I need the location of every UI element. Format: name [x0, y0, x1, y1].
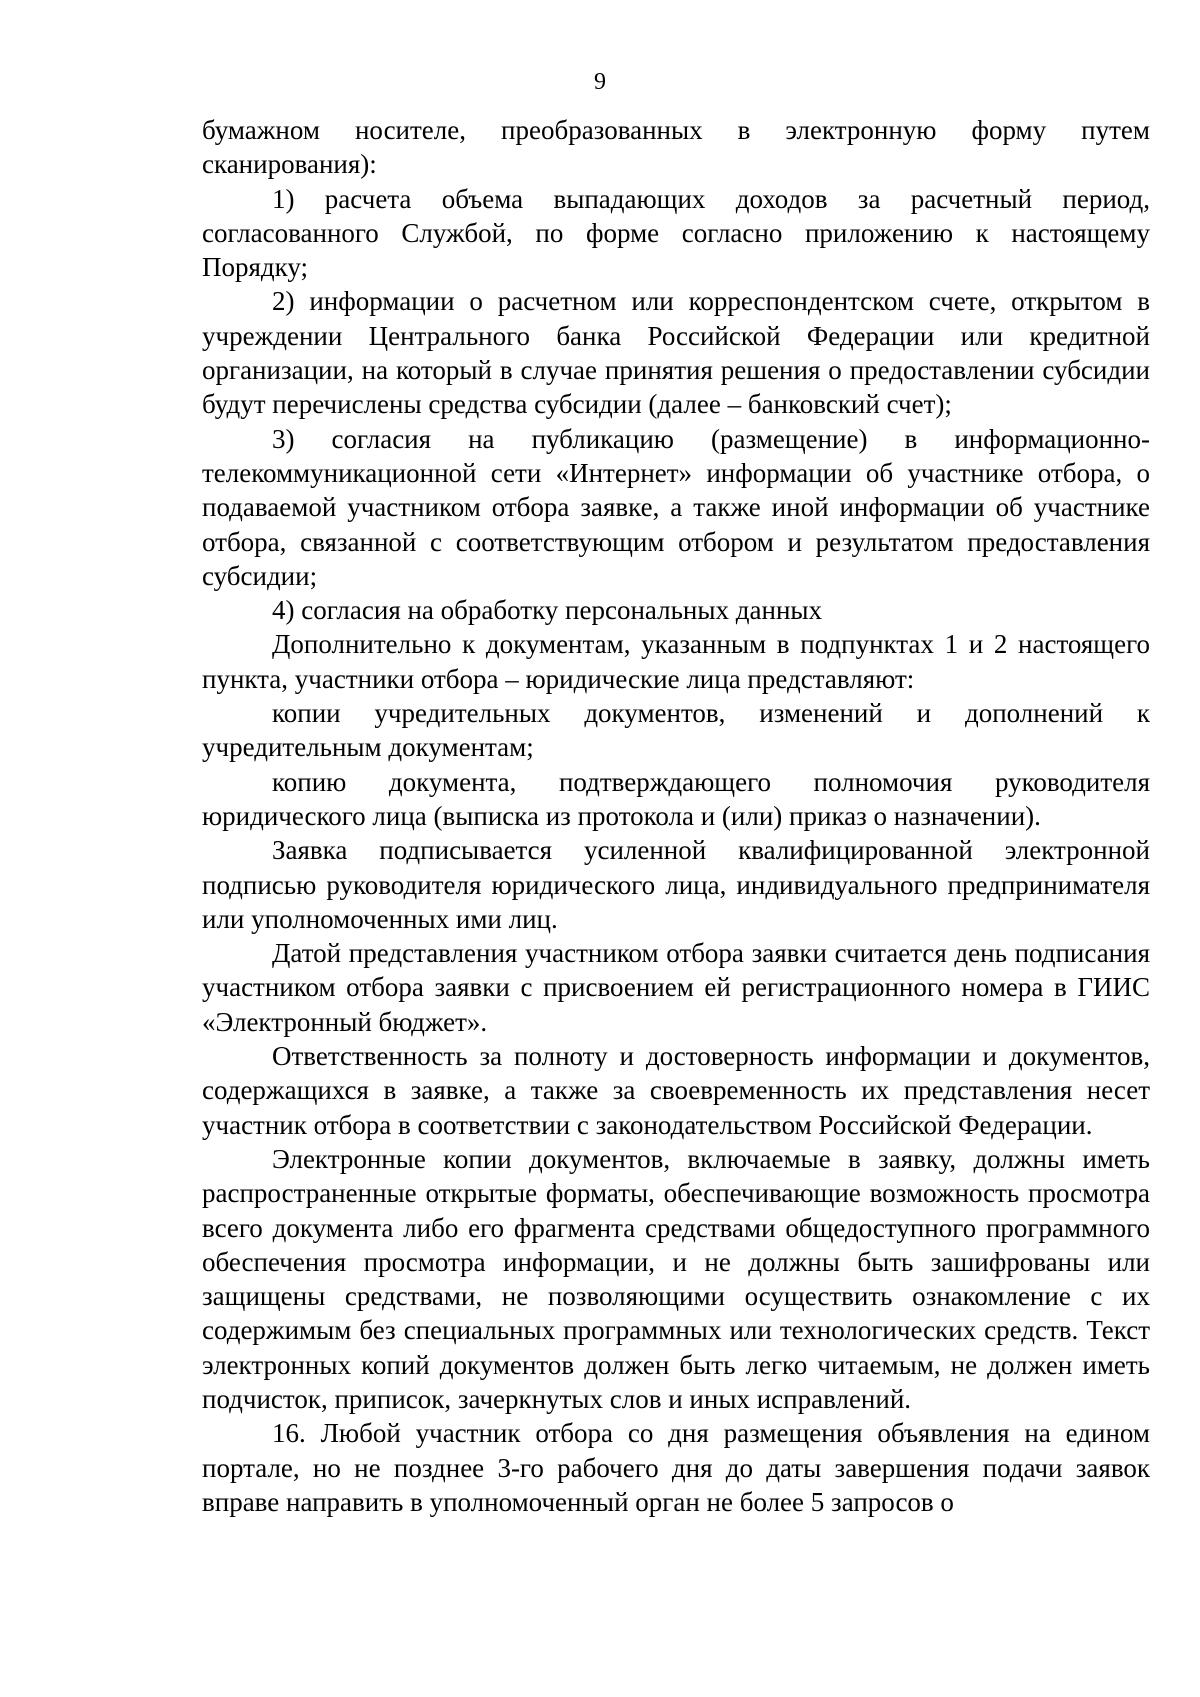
- paragraph-electronic-copies: Электронные копии документов, включаемые в заявку, должны иметь распространенные открытые форматы, обеспечивающие возможность просмотра всего документа либо его фрагмента средствами общедоступного программного обеспечения просмотра информации, и не должны быть зашифрованы или защищены средствами, не позволяющими осуществить ознакомление с их содержимым без специальных программных или технологических средств. Текст электронных копий документов должен быть легко читаемым, не должен иметь подчисток, приписок, зачеркнутых слов и иных исправлений.: [202, 1143, 1150, 1414]
- paragraph-responsibility: Ответственность за полноту и достоверность информации и документов, содержащихся в заявке, а также за своевременность их представления несет участник отбора в соответствии с законодательством Российской Федерации.: [202, 1041, 1150, 1140]
- paragraph-signature: Заявка подписывается усиленной квалифицированной электронной подписью руководителя юридического лица, индивидуального предпринимателя или уполномоченных ими лиц.: [202, 835, 1150, 934]
- paragraph-authority-document: копию документа, подтверждающего полномочия руководителя юридического лица (выписка из протокола и (или) приказ о назначении).: [202, 766, 1150, 831]
- paragraph-submission-date: Датой представления участником отбора заявки считается день подписания участником отбора заявки с присвоением ей регистрационного номера в ГИИС «Электронный бюджет».: [202, 938, 1150, 1037]
- page-number: 9: [594, 69, 606, 95]
- paragraph-continuation: бумажном носителе, преобразованных в электронную форму путем сканирования):: [202, 115, 1150, 180]
- paragraph-item-3: 3) согласия на публикацию (размещение) в информационно-телекоммуникационной сети «Интернет» информации об участнике отбора, о подаваемой участником отбора заявке, а также иной информации об участнике отбора, связанной с соответствующим отбором и результатом предоставления субсидии;: [202, 423, 1150, 591]
- paragraph-additional-documents: Дополнительно к документам, указанным в подпунктах 1 и 2 настоящего пункта, участники отбора – юридические лица представляют:: [202, 629, 1150, 694]
- paragraph-item-4: 4) согласия на обработку персональных данных: [272, 595, 823, 626]
- paragraph-founding-documents: копии учредительных документов, изменений и дополнений к учредительным документам;: [202, 698, 1150, 763]
- paragraph-item-1: 1) расчета объема выпадающих доходов за расчетный период, согласованного Службой, по форме согласно приложению к настоящему Порядку;: [202, 183, 1150, 283]
- document-body: [202, 113, 1150, 1519]
- paragraph-item-2: 2) информации о расчетном или корреспондентском счете, открытом в учреждении Центрального банка Российской Федерации или кредитной организации, на который в случае принятия решения о предоставлении субсидии будут перечислены средства субсидии (далее – банковский счет);: [202, 286, 1150, 420]
- paragraph-item-16: 16. Любой участник отбора со дня размещения объявления на едином портале, но не позднее 3-го рабочего дня до даты завершения подачи заявок вправе направить в уполномоченный орган не более 5 запросов о: [202, 1418, 1150, 1517]
